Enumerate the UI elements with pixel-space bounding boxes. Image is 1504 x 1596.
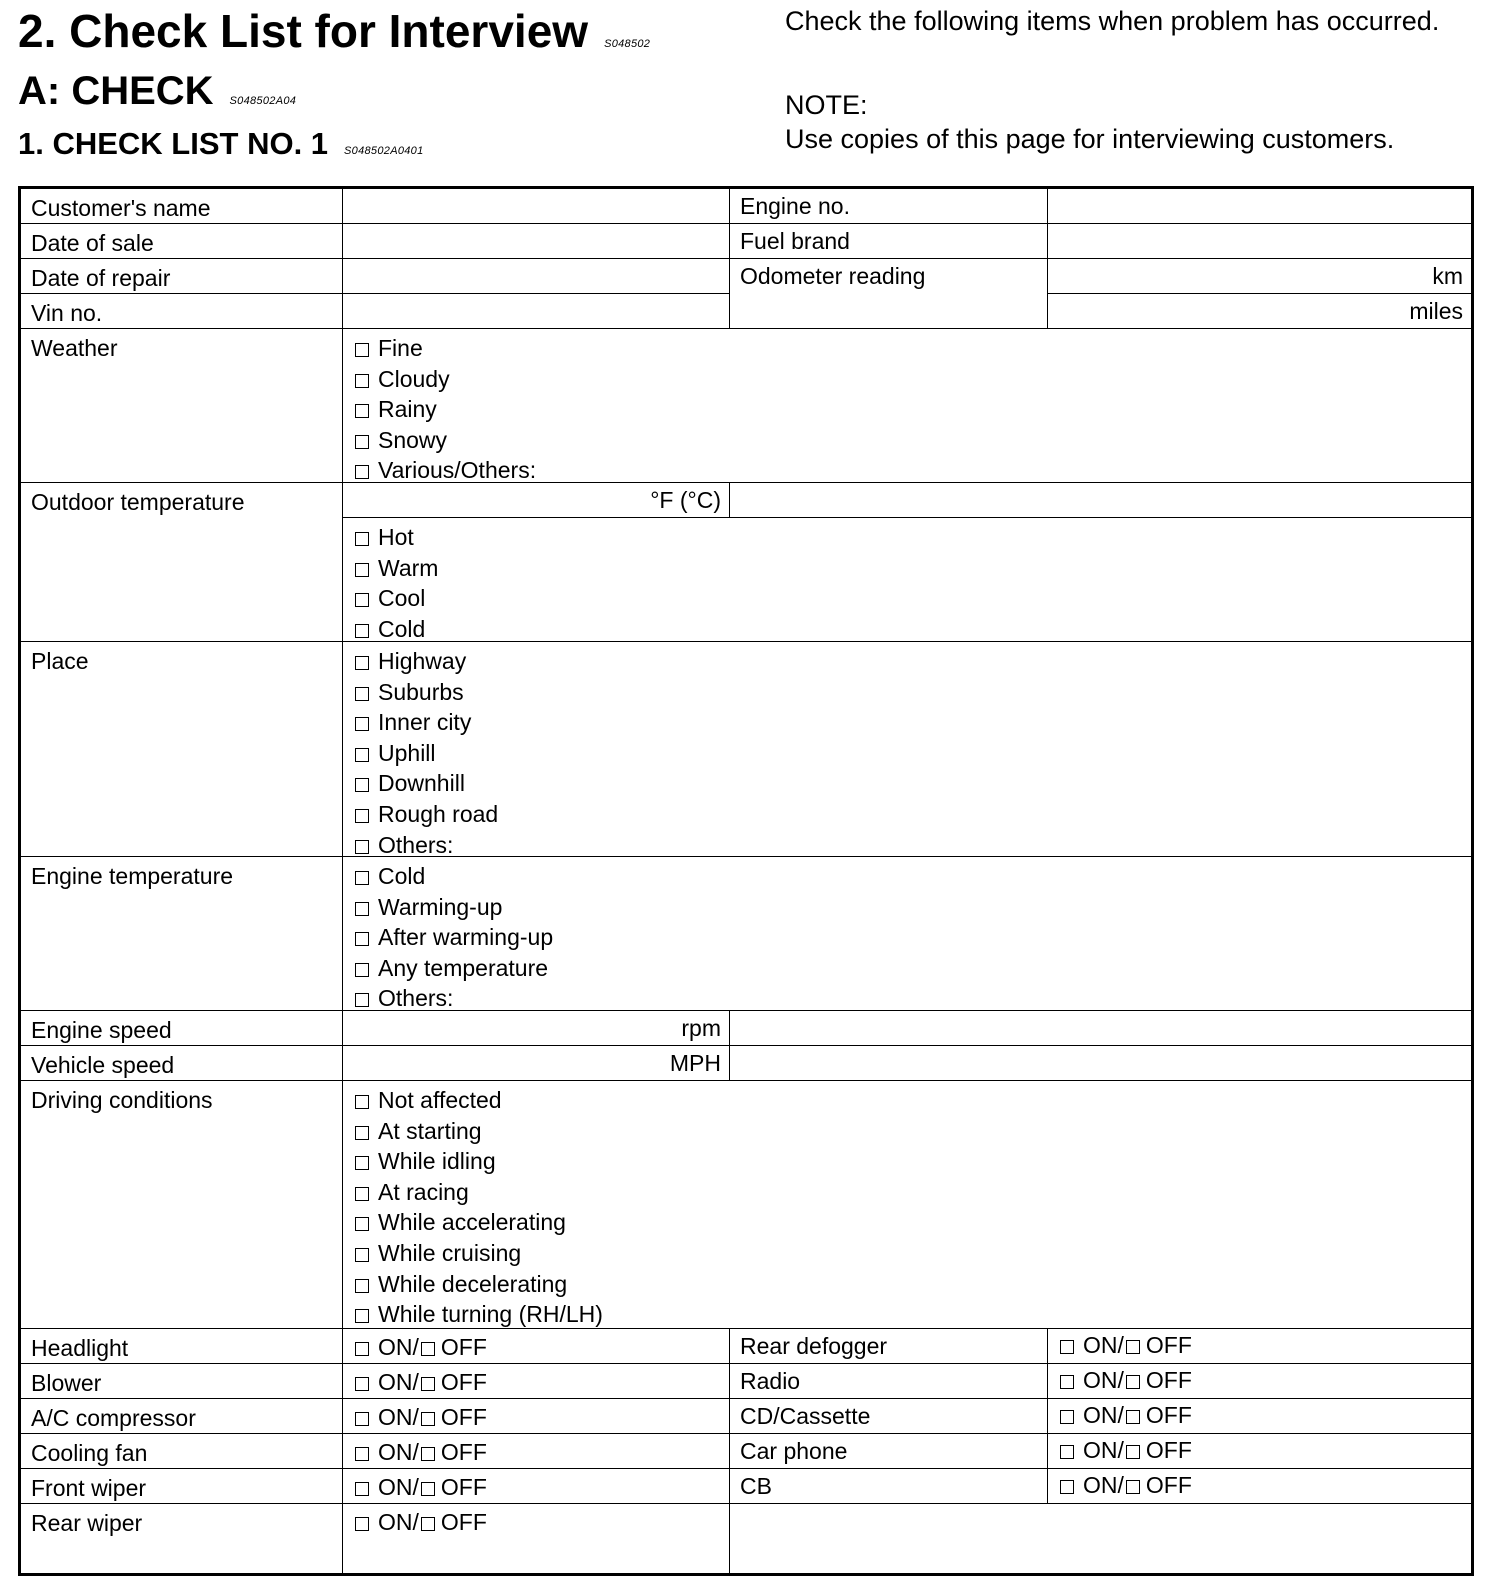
checkbox-icon[interactable] xyxy=(355,656,369,670)
accessory-on-off: ON/ OFF xyxy=(343,1329,730,1364)
checkbox-icon[interactable] xyxy=(355,1412,369,1426)
checkbox-icon[interactable] xyxy=(355,1187,369,1201)
checkbox-icon[interactable] xyxy=(421,1412,435,1426)
accessory-label: Cooling fan xyxy=(21,1434,343,1469)
checkbox-icon[interactable] xyxy=(355,563,369,577)
place-option[interactable]: Others: xyxy=(355,830,1471,857)
place-option[interactable]: Inner city xyxy=(355,707,1471,738)
engine-no-label: Engine no. xyxy=(730,189,1048,224)
place-label: Place xyxy=(21,642,343,857)
accessory-label: Rear defogger xyxy=(730,1329,1048,1364)
checkbox-icon[interactable] xyxy=(355,717,369,731)
driving-condition-option[interactable]: While idling xyxy=(355,1146,1471,1177)
driving-condition-option[interactable]: While turning (RH/LH) xyxy=(355,1299,1471,1329)
sub-code: S048502A04 xyxy=(229,95,297,107)
vin-no-label: Vin no. xyxy=(21,294,343,329)
odometer-reading-label: Odometer reading xyxy=(730,259,1048,329)
checkbox-icon[interactable] xyxy=(355,1517,369,1531)
accessory-on-off: ON/ OFF xyxy=(1048,1469,1471,1504)
accessory-label: Radio xyxy=(730,1364,1048,1399)
weather-option[interactable]: Rainy xyxy=(355,394,1471,425)
checkbox-icon[interactable] xyxy=(355,932,369,946)
outdoor-temperature-option[interactable]: Hot xyxy=(355,522,1471,553)
outdoor-temperature-unit[interactable]: °F (°C) xyxy=(343,483,730,518)
outdoor-temperature-field[interactable] xyxy=(730,483,1471,518)
section-code: S048502 xyxy=(604,38,651,50)
weather-option[interactable]: Cloudy xyxy=(355,364,1471,395)
accessory-label: Headlight xyxy=(21,1329,343,1364)
date-of-repair-label: Date of repair xyxy=(21,259,343,294)
customer-name-field[interactable] xyxy=(343,189,730,224)
checkbox-icon[interactable] xyxy=(355,963,369,977)
engine-temperature-option[interactable]: Others: xyxy=(355,983,1471,1011)
checkbox-icon[interactable] xyxy=(355,374,369,388)
weather-option[interactable]: Various/Others: xyxy=(355,455,1471,483)
odometer-km-field[interactable]: km xyxy=(1048,259,1471,294)
driving-condition-option[interactable]: Not affected xyxy=(355,1085,1471,1116)
vehicle-speed-label: Vehicle speed xyxy=(21,1046,343,1081)
weather-option[interactable]: Snowy xyxy=(355,425,1471,456)
fuel-brand-field[interactable] xyxy=(1048,224,1471,259)
checkbox-icon[interactable] xyxy=(1060,1480,1074,1494)
list-code: S048502A0401 xyxy=(344,145,424,157)
outdoor-temperature-option[interactable]: Warm xyxy=(355,553,1471,584)
accessory-on-off: ON/ OFF xyxy=(1048,1364,1471,1399)
engine-temperature-options xyxy=(343,857,1471,1011)
place-options xyxy=(343,642,1471,857)
place-option[interactable]: Rough road xyxy=(355,799,1471,830)
accessory-label: CD/Cassette xyxy=(730,1399,1048,1434)
place-option[interactable]: Uphill xyxy=(355,738,1471,769)
checkbox-icon[interactable] xyxy=(355,593,369,607)
checkbox-icon[interactable] xyxy=(355,532,369,546)
checkbox-icon[interactable] xyxy=(1060,1410,1074,1424)
checkbox-icon[interactable] xyxy=(1060,1445,1074,1459)
checkbox-icon[interactable] xyxy=(1060,1340,1074,1354)
checkbox-icon[interactable] xyxy=(421,1517,435,1531)
intro-text: Check the following items when problem has occurred. xyxy=(785,6,1440,36)
accessory-on-off: ON/ OFF xyxy=(343,1364,730,1399)
note-title: NOTE: xyxy=(785,90,868,120)
driving-condition-option[interactable]: At starting xyxy=(355,1116,1471,1147)
accessory-on-off: ON/ OFF xyxy=(1048,1329,1471,1364)
checkbox-icon[interactable] xyxy=(1126,1445,1140,1459)
engine-temperature-option[interactable]: Any temperature xyxy=(355,953,1471,984)
engine-no-field[interactable] xyxy=(1048,189,1471,224)
empty-cell xyxy=(730,1504,1471,1573)
checkbox-icon[interactable] xyxy=(1126,1340,1140,1354)
checkbox-icon[interactable] xyxy=(421,1447,435,1461)
engine-temperature-option[interactable]: Warming-up xyxy=(355,892,1471,923)
driving-condition-option[interactable]: While cruising xyxy=(355,1238,1471,1269)
checkbox-icon[interactable] xyxy=(355,840,369,854)
accessory-label: Rear wiper xyxy=(21,1504,343,1573)
engine-speed-label: Engine speed xyxy=(21,1011,343,1046)
weather-label: Weather xyxy=(21,329,343,483)
section-title: 2. Check List for Interview S048502 xyxy=(18,5,651,57)
checkbox-icon[interactable] xyxy=(1126,1410,1140,1424)
list-title: 1. CHECK LIST NO. 1 S048502A0401 xyxy=(18,126,424,161)
vehicle-speed-field[interactable] xyxy=(730,1046,1471,1081)
checkbox-icon[interactable] xyxy=(355,1217,369,1231)
sub-title: A: CHECK S048502A04 xyxy=(18,69,297,113)
place-option[interactable]: Highway xyxy=(355,646,1471,677)
date-of-sale-field[interactable] xyxy=(343,224,730,259)
driving-condition-option[interactable]: While decelerating xyxy=(355,1269,1471,1300)
checkbox-icon[interactable] xyxy=(355,1482,369,1496)
date-of-sale-label: Date of sale xyxy=(21,224,343,259)
checkbox-icon[interactable] xyxy=(355,687,369,701)
driving-condition-option[interactable]: At racing xyxy=(355,1177,1471,1208)
outdoor-temperature-option[interactable]: Cool xyxy=(355,583,1471,614)
customer-name-label: Customer's name xyxy=(21,189,343,224)
fuel-brand-label: Fuel brand xyxy=(730,224,1048,259)
odometer-miles-field[interactable]: miles xyxy=(1048,294,1471,329)
checkbox-icon[interactable] xyxy=(355,1248,369,1262)
place-option[interactable]: Downhill xyxy=(355,768,1471,799)
checkbox-icon[interactable] xyxy=(1126,1480,1140,1494)
engine-speed-unit[interactable]: rpm xyxy=(343,1011,730,1046)
driving-conditions-options xyxy=(343,1081,1471,1329)
outdoor-temperature-options xyxy=(343,518,1471,642)
accessory-label: Front wiper xyxy=(21,1469,343,1504)
checkbox-icon[interactable] xyxy=(355,993,369,1007)
accessory-label: CB xyxy=(730,1469,1048,1504)
checkbox-icon[interactable] xyxy=(355,435,369,449)
accessory-on-off: ON/ OFF xyxy=(343,1399,730,1434)
engine-temperature-option[interactable]: Cold xyxy=(355,861,1471,892)
checkbox-icon[interactable] xyxy=(355,1156,369,1170)
checkbox-icon[interactable] xyxy=(355,1447,369,1461)
checkbox-icon[interactable] xyxy=(355,624,369,638)
checkbox-icon[interactable] xyxy=(355,1126,369,1140)
checkbox-icon[interactable] xyxy=(355,902,369,916)
engine-temperature-label: Engine temperature xyxy=(21,857,343,1011)
checkbox-icon[interactable] xyxy=(355,1309,369,1323)
accessory-on-off: ON/ OFF xyxy=(343,1434,730,1469)
checkbox-icon[interactable] xyxy=(355,778,369,792)
engine-speed-field[interactable] xyxy=(730,1011,1471,1046)
outdoor-temperature-label: Outdoor temperature xyxy=(21,483,343,642)
accessory-on-off: ON/ OFF xyxy=(343,1469,730,1504)
driving-conditions-label: Driving conditions xyxy=(21,1081,343,1329)
accessory-on-off: ON/ OFF xyxy=(343,1504,730,1573)
checkbox-icon[interactable] xyxy=(1126,1375,1140,1389)
outdoor-temperature-option[interactable]: Cold xyxy=(355,614,1471,642)
checkbox-icon[interactable] xyxy=(355,343,369,357)
checkbox-icon[interactable] xyxy=(1060,1375,1074,1389)
checkbox-icon[interactable] xyxy=(355,748,369,762)
accessory-label: Car phone xyxy=(730,1434,1048,1469)
checkbox-icon[interactable] xyxy=(355,465,369,479)
checkbox-icon[interactable] xyxy=(355,1279,369,1293)
note-text: Use copies of this page for interviewing customers. xyxy=(785,124,1395,154)
accessory-label: A/C compressor xyxy=(21,1399,343,1434)
checkbox-icon[interactable] xyxy=(355,1095,369,1109)
driving-condition-option[interactable]: While accelerating xyxy=(355,1207,1471,1238)
accessory-label: Blower xyxy=(21,1364,343,1399)
checkbox-icon[interactable] xyxy=(421,1482,435,1496)
vin-no-field[interactable] xyxy=(343,294,730,329)
checkbox-icon[interactable] xyxy=(355,1342,369,1356)
checkbox-icon[interactable] xyxy=(355,871,369,885)
checkbox-icon[interactable] xyxy=(421,1377,435,1391)
vehicle-speed-unit[interactable]: MPH xyxy=(343,1046,730,1081)
checkbox-icon[interactable] xyxy=(355,809,369,823)
checkbox-icon[interactable] xyxy=(355,404,369,418)
checkbox-icon[interactable] xyxy=(421,1342,435,1356)
accessory-on-off: ON/ OFF xyxy=(1048,1399,1471,1434)
place-option[interactable]: Suburbs xyxy=(355,677,1471,708)
checkbox-icon[interactable] xyxy=(355,1377,369,1391)
engine-temperature-option[interactable]: After warming-up xyxy=(355,922,1471,953)
check-list-form xyxy=(18,186,1474,1576)
date-of-repair-field[interactable] xyxy=(343,259,730,294)
weather-options xyxy=(343,329,1471,483)
weather-option[interactable]: Fine xyxy=(355,333,1471,364)
accessory-on-off: ON/ OFF xyxy=(1048,1434,1471,1469)
